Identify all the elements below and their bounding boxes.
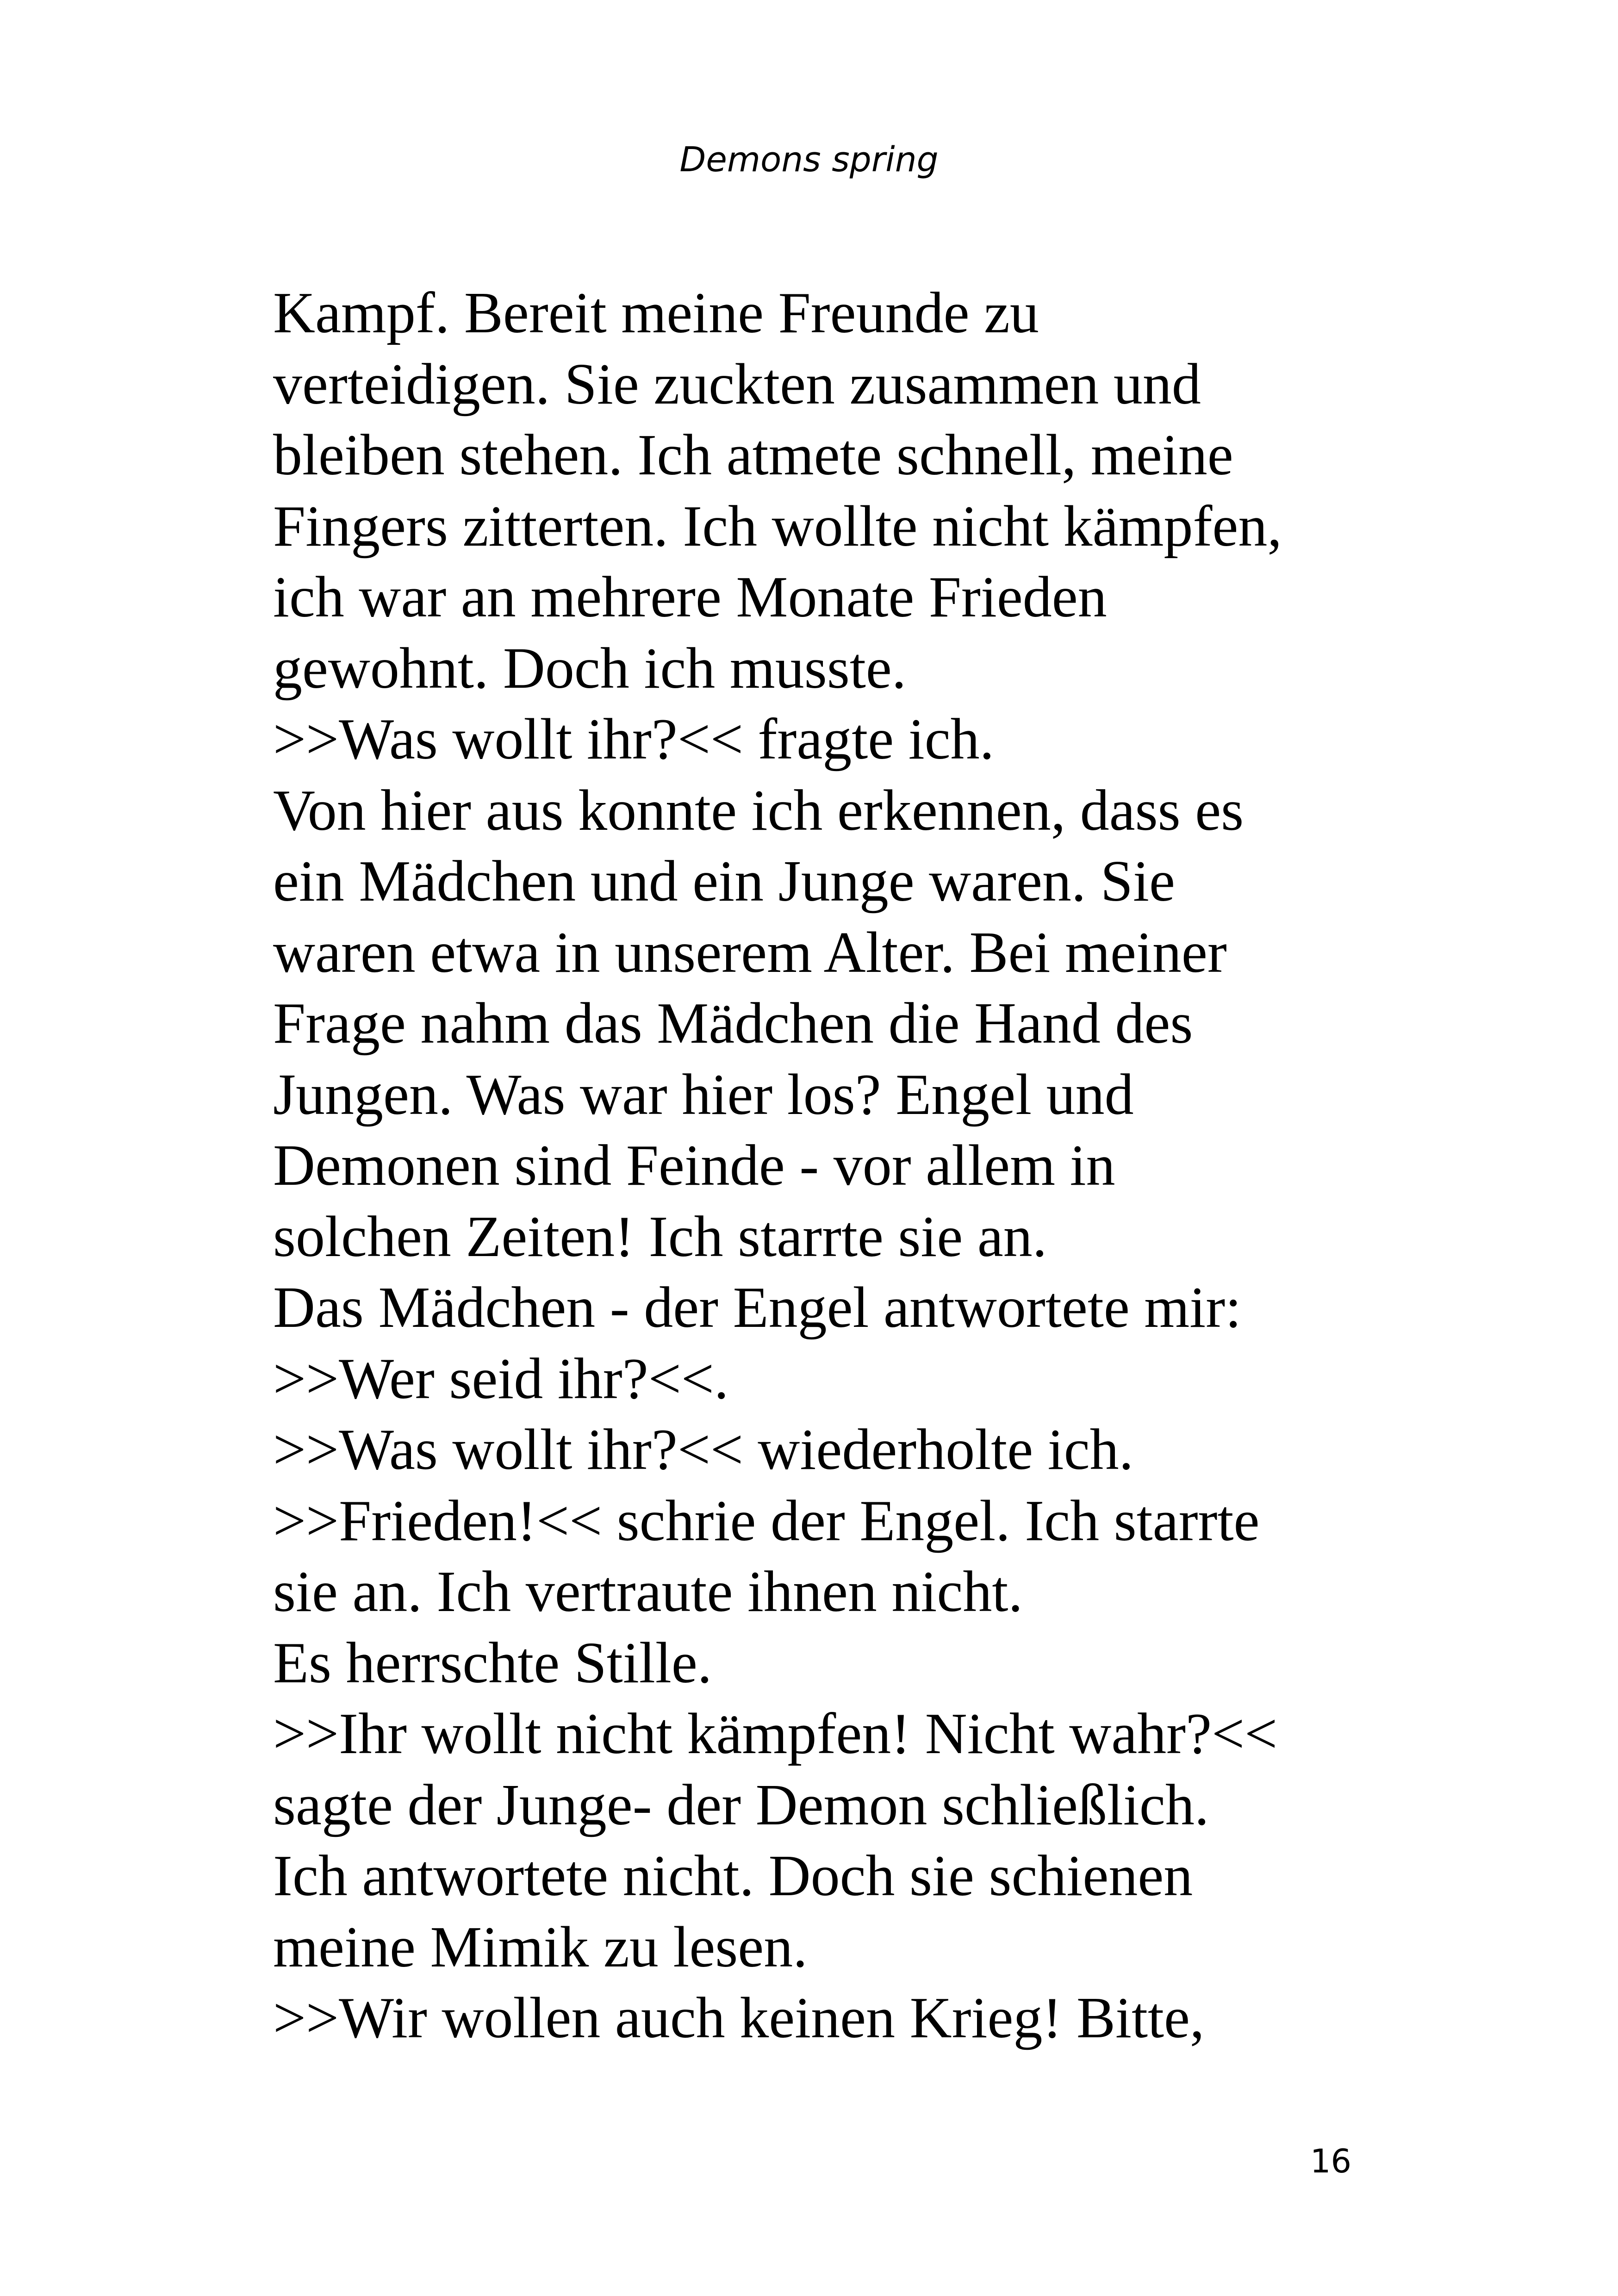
text-line: Frage nahm das Mädchen die Hand des <box>273 991 1193 1056</box>
text-line: meine Mimik zu lesen. <box>273 1915 808 1979</box>
text-line: Ich antwortete nicht. Doch sie schienen <box>273 1844 1193 1908</box>
text-line: Das Mädchen - der Engel antwortete mir: <box>273 1276 1242 1340</box>
text-line: Kampf. Bereit meine Freunde zu <box>273 281 1039 345</box>
text-line: Es herrschte Stille. <box>273 1630 712 1695</box>
running-header: Demons spring <box>679 140 939 180</box>
text-line: Demonen sind Feinde - vor allem in <box>273 1133 1115 1198</box>
text-line: >>Was wollt ihr?<< fragte ich. <box>273 707 995 772</box>
text-line: Fingers zitterten. Ich wollte nicht kämpfen, <box>273 494 1282 559</box>
text-line: >>Wer seid ihr?<<. <box>273 1346 729 1411</box>
text-line: solchen Zeiten! Ich starrte sie an. <box>273 1204 1047 1269</box>
text-line: >>Frieden!<< schrie der Engel. Ich starrte <box>273 1488 1260 1553</box>
text-line: gewohnt. Doch ich musste. <box>273 636 907 701</box>
text-line: >>Was wollt ihr?<< wiederholte ich. <box>273 1418 1134 1482</box>
body-text <box>273 278 1384 2054</box>
text-line: bleiben stehen. Ich atmete schnell, meine <box>273 423 1233 487</box>
page-number: 16 <box>1310 2142 1351 2180</box>
text-line: waren etwa in unserem Alter. Bei meiner <box>273 920 1227 985</box>
text-line: >>Wir wollen auch keinen Krieg! Bitte, <box>273 1986 1205 2050</box>
text-line: ein Mädchen und ein Junge waren. Sie <box>273 849 1175 914</box>
text-line: sie an. Ich vertraute ihnen nicht. <box>273 1560 1023 1624</box>
text-line: Von hier aus konnte ich erkennen, dass es <box>273 778 1244 843</box>
text-line: sagte der Junge- der Demon schließlich. <box>273 1773 1209 1837</box>
text-line: ich war an mehrere Monate Frieden <box>273 565 1107 629</box>
text-line: verteidigen. Sie zuckten zusammen und <box>273 352 1201 417</box>
text-line: Jungen. Was war hier los? Engel und <box>273 1062 1134 1127</box>
text-line: >>Ihr wollt nicht kämpfen! Nicht wahr?<< <box>273 1702 1278 1766</box>
